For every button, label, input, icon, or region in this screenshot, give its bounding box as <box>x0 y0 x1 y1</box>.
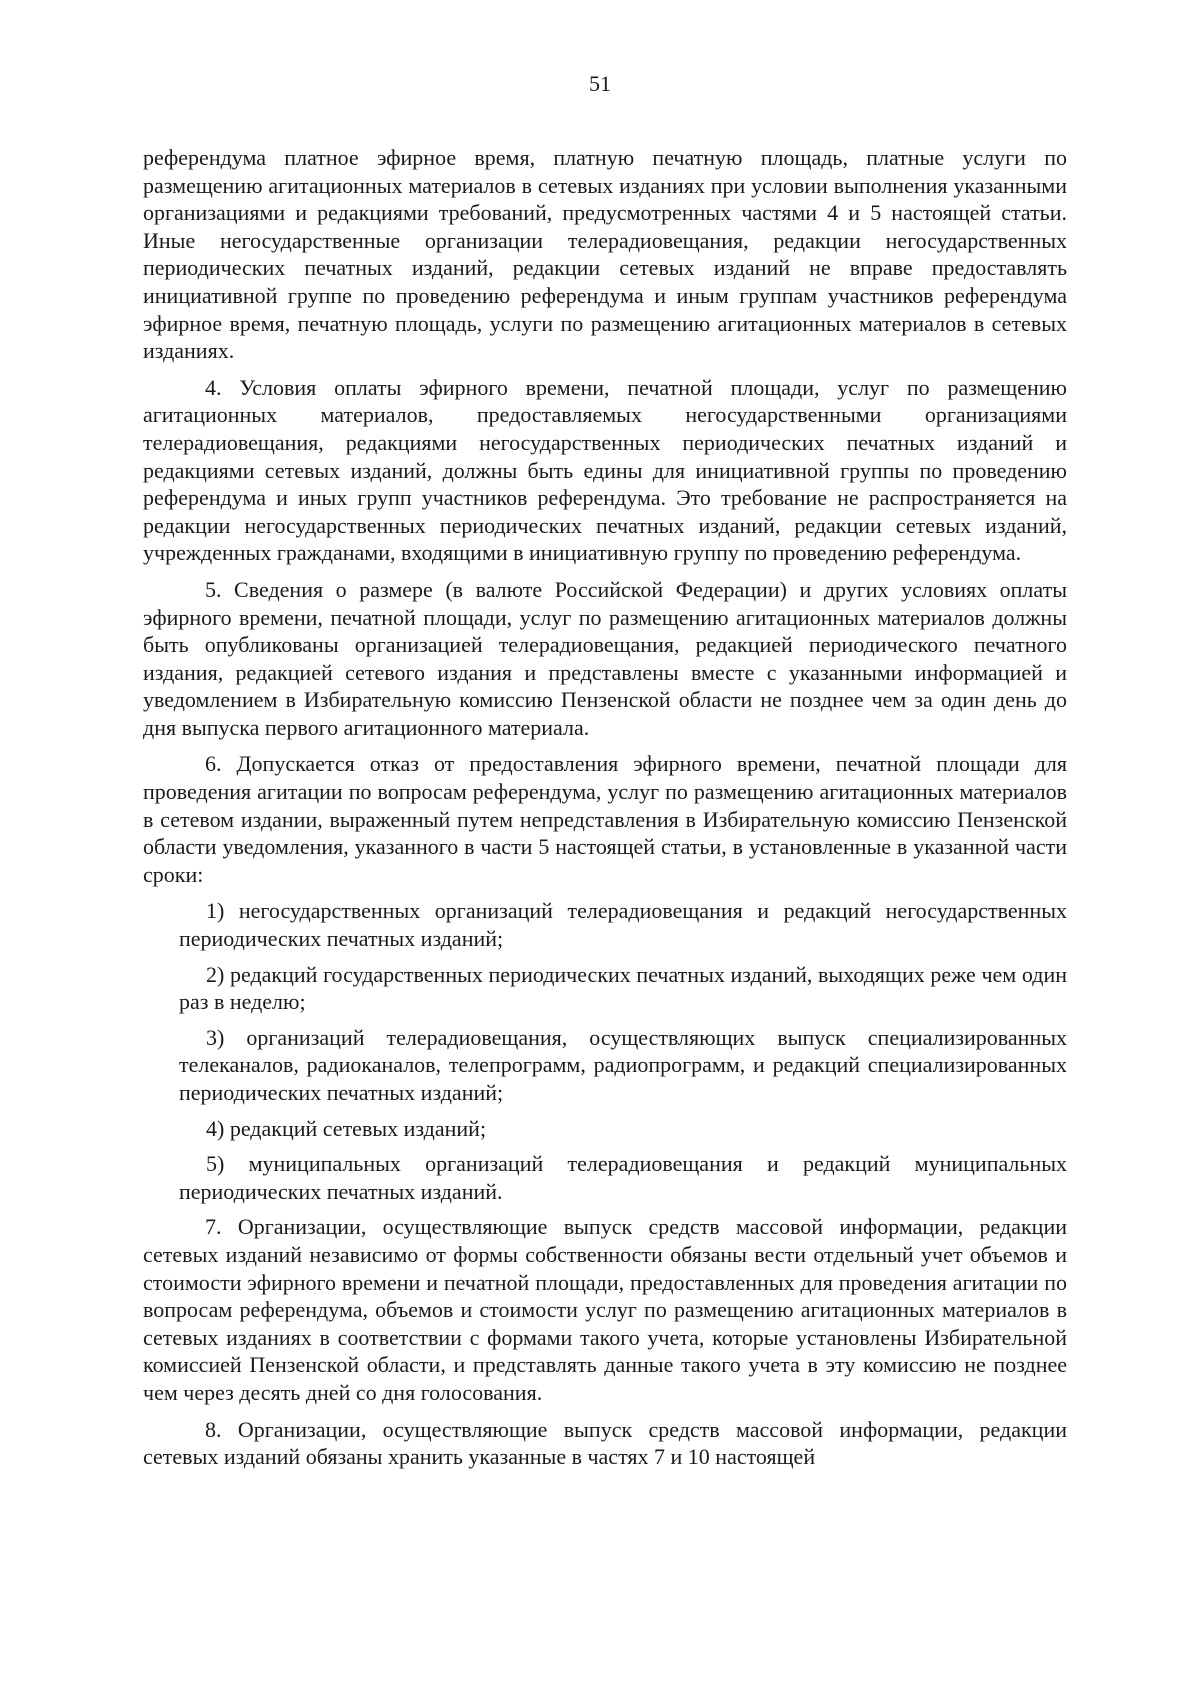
list-item-2: 2) редакций государственных периодических печатных изданий, выходящих реже чем один раз в неделю; <box>179 961 1067 1015</box>
paragraph-continuation: референдума платное эфирное время, платную печатную площадь, платные услуги по размещению агитационных материалов в сетевых изданиях при условии выполнения указанными организациями и редакциями требований, предусмотренных частями 4 и 5 настоящей статьи. Иные негосударственные организации телерадиовещания, редакции негосударственных периодических печатных изданий, редакции сетевых изданий не вправе предоставлять инициативной группе по проведению референдума и иным группам участников референдума эфирное время, печатную площадь, услуги по размещению агитационных материалов в сетевых изданиях. <box>143 145 1067 364</box>
list-item-1: 1) негосударственных организаций телерадиовещания и редакций негосударственных периодических печатных изданий; <box>179 898 1067 952</box>
paragraph-4: 4. Условия оплаты эфирного времени, печатной площади, услуг по размещению агитационных материалов, предоставляемых негосударственными организациями телерадиовещания, редакциями негосударственных периодических печатных изданий и редакциями сетевых изданий, должны быть едины для инициативной группы по проведению референдума и иных групп участников референдума. Это требование не распространяется на редакции негосударственных периодических печатных изданий, редакции сетевых изданий, учрежденных гражданами, входящими в инициативную группу по проведению референдума. <box>143 374 1067 566</box>
paragraph-7: 7. Организации, осуществляющие выпуск средств массовой информации, редакции сетевых изданий независимо от формы собственности обязаны вести отдельный учет объемов и стоимости эфирного времени и печатной площади, предоставленных для проведения агитации по вопросам референдума, объемов и стоимости услуг по размещению агитационных материалов в сетевых изданиях в соответствии с формами такого учета, которые установлены Избирательной комиссией Пензенской области, и представлять данные такого учета в эту комиссию не позднее чем через десять дней со дня голосования. <box>143 1214 1067 1405</box>
paragraph-5: 5. Сведения о размере (в валюте Российской Федерации) и других условиях оплаты эфирного времени, печатной площади, услуг по размещению агитационных материалов должны быть опубликованы организацией телерадиовещания, редакцией периодического печатного издания, редакцией сетевого издания и представлены вместе с указанными информацией и уведомлением в Избирательную комиссию Пензенской области не позднее чем за один день до дня выпуска первого агитационного материала. <box>143 576 1067 740</box>
document-body <box>143 144 1067 1480</box>
page-number: 51 <box>589 71 611 96</box>
list-item-3: 3) организаций телерадиовещания, осуществляющих выпуск специализированных телеканалов, радиоканалов, телепрограмм, радиопрограмм, и редакций специализированных периодических печатных изданий; <box>179 1024 1067 1105</box>
paragraph-6: 6. Допускается отказ от предоставления эфирного времени, печатной площади для проведения агитации по вопросам референдума, услуг по размещению агитационных материалов в сетевом издании, выраженный путем непредставления в Избирательную комиссию Пензенской области уведомления, указанного в части 5 настоящей статьи, в установленные в указанной части сроки: <box>143 751 1067 887</box>
list-item-4: 4) редакций сетевых изданий; <box>206 1115 487 1141</box>
list-item-5: 5) муниципальных организаций телерадиовещания и редакций муниципальных периодических печатных изданий. <box>179 1151 1067 1204</box>
paragraph-8: 8. Организации, осуществляющие выпуск средств массовой информации, редакции сетевых изданий обязаны хранить указанные в частях 7 и 10 настоящей <box>143 1416 1067 1470</box>
list-paragraph-6 <box>179 897 1067 1205</box>
